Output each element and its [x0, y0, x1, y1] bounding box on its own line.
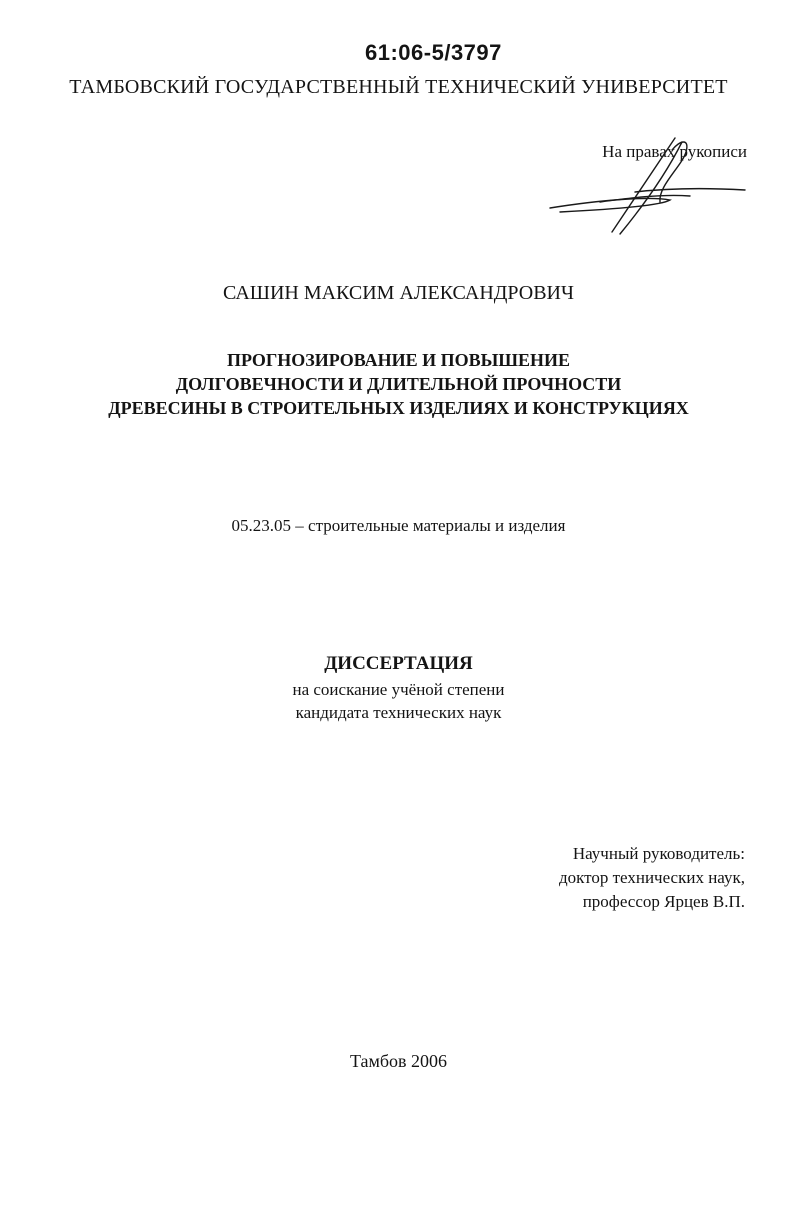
handwritten-signature	[540, 130, 750, 240]
scientific-advisor	[559, 842, 745, 914]
advisor-name: профессор Ярцев В.П.	[582, 892, 745, 911]
advisor-role: Научный руководитель:	[572, 844, 745, 863]
manuscript-note: На правах рукописи	[602, 142, 747, 161]
degree-info	[0, 678, 797, 724]
university-name: ТАМБОВСКИЙ ГОСУДАРСТВЕННЫЙ ТЕХНИЧЕСКИЙ УНИВЕРСИТЕТ	[69, 76, 728, 98]
title-line: ДРЕВЕСИНЫ В СТРОИТЕЛЬНЫХ ИЗДЕЛИЯХ И КОНСТРУКЦИЯХ	[108, 398, 689, 418]
specialty-code: 05.23.05 – строительные материалы и изделия	[231, 516, 566, 535]
degree-line: на соискание учёной степени	[292, 680, 505, 699]
dissertation-title	[0, 348, 797, 420]
document-type: ДИССЕРТАЦИЯ	[324, 653, 473, 674]
city-year: Тамбов 2006	[349, 1051, 448, 1071]
advisor-degree: доктор технических наук,	[558, 868, 745, 887]
title-line: ДОЛГОВЕЧНОСТИ И ДЛИТЕЛЬНОЙ ПРОЧНОСТИ	[175, 374, 622, 394]
title-line: ПРОГНОЗИРОВАНИЕ И ПОВЫШЕНИЕ	[226, 350, 571, 370]
degree-line: кандидата технических наук	[295, 703, 502, 722]
catalog-code: 61:06-5/3797	[365, 40, 502, 65]
author-name: САШИН МАКСИМ АЛЕКСАНДРОВИЧ	[222, 282, 574, 304]
